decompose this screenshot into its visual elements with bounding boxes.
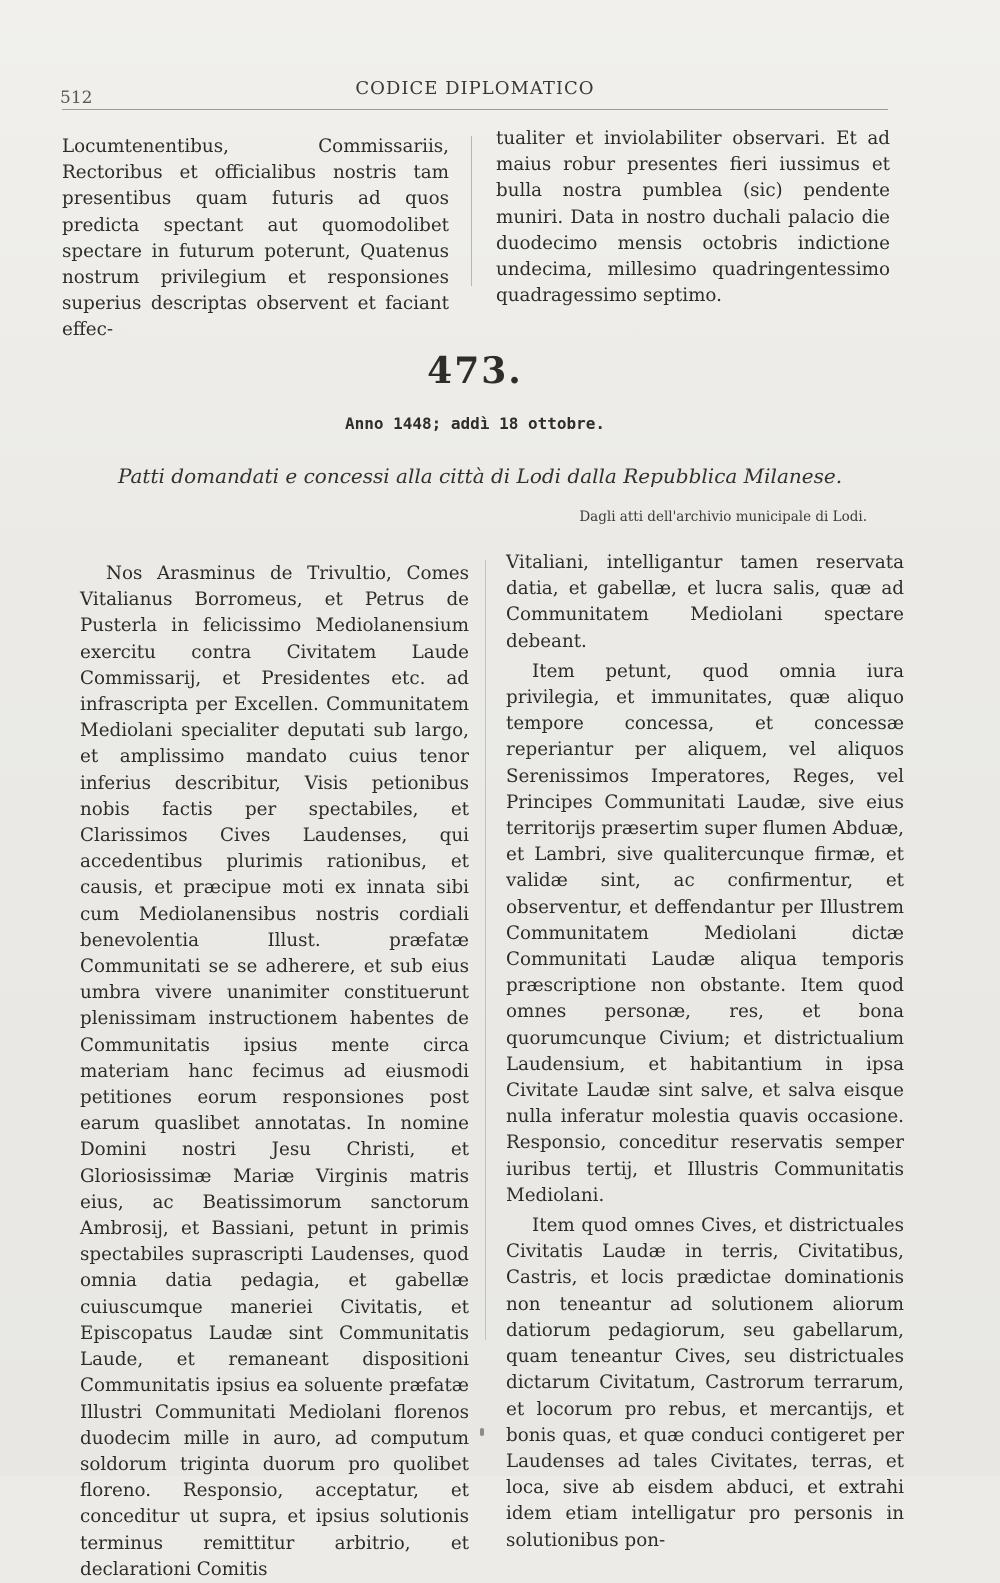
body-paragraph: Vitaliani, intelligantur tamen reservata datia, et gabellæ, et lucra salis, quæ ad Communitatem Mediolani spectare debeant. [506, 552, 904, 652]
footer-dot [480, 1428, 484, 1436]
column-divider-top [471, 136, 472, 286]
body-left-column [80, 561, 469, 1583]
column-divider-bottom [485, 560, 486, 1340]
page-number: 512 [60, 88, 93, 108]
previous-document-left-column [62, 134, 449, 344]
body-right-column [506, 550, 904, 1554]
previous-document-text-right: tualiter et inviolabiliter observari. Et ad maius robur presentes fieri iussimus et bulla nostra pumblea (sic) pendente muniri. Data in nostro duchali palacio die duodecimo mensis octobris indictione undecima, millesimo quadringentessimo quadragessimo septimo. [496, 128, 890, 307]
body-paragraph: Nos Arasminus de Trivultio, Comes Vitalianus Borromeus, et Petrus de Pusterla in felicissimo Mediolanensium exercitu contra Civitatem Laude Commissarij, et Presidentes etc. ad infrascripta per Excellen. Communitatem Mediolani specialiter deputati sub largo, et amplissimo mandato cuius tenor inferius describitur, Visis petionibus nobis factis per spectabiles, et Clarissimos Cives Laudenses, qui accedentibus plurimis rationibus, et causis, et præcipue moti ex innata sibi cum Mediolanensibus nostris cordiali benevolentia Illust. præfatæ Communitati se se adherere, et sub eius umbra vivere unanimiter constituerunt plenissimam instructionem habentes de Communitatis ipsius mente circa materiam hanc fecimus ad eiusmodi petitiones eorum responsiones post earum quaslibet annotatas. In nomine Domini nostri Jesu Christi, et Gloriosissimæ Mariæ Virginis matris eius, ac Beatissimorum sanctorum Ambrosij, et Bassiani, petunt in primis spectabiles suprascripti Laudenses, quod omnia datia pedagia, et gabellæ cuiuscumque maneriei Civitatis, et Episcopatus Laudæ sint Communitatis Laude, et remaneant dispositioni Communitatis ipsius ea soluente præfatæ Illustri Communitati Mediolani florenos duodecim mille in auro, ad computum soldorum triginta duorum pro quolibet floreno. Responsio, acceptatur, et conceditur ut supra, et ipsius solutionis terminus remittitur arbitrio, et declarationi Comitis [80, 563, 469, 1580]
document-date: Anno 1448; addì 18 ottobre. [344, 414, 606, 433]
document-source: Dagli atti dell'archivio municipale di Lodi. [579, 509, 867, 525]
body-paragraph: Item quod omnes Cives, et districtuales Civitatis Laudæ in terris, Civitatibus, Castris, et locis prædictae dominationis non teneantur ad solutionem aliorum datiorum pedagiorum, seu gabellarum, quam teneantur Cives, seu districtuales dictarum Civitatum, Castrorum terrarum, et locorum pro rebus, et mercantijs, et bonis quas, et quæ conduci contigeret per Laudenses ad tales Civitates, terras, et loca, sive ab eisdem abduci, et extrahi idem etiam intelligatur pro personis in solutionibus pon- [506, 1215, 904, 1551]
previous-document-right-column [496, 126, 890, 309]
header-rule [62, 109, 888, 110]
running-title: CODICE DIPLOMATICO [355, 78, 595, 99]
document-number: 473. [427, 350, 523, 392]
previous-document-text-left: Locumtenentibus, Commissariis, Rectoribus et officialibus nostris tam presentibus quam futuris ad quos predicta spectant aut quomodolibet spectare in futurum poterunt, Quatenus nostrum privilegium et responsiones superius descriptas observent et faciant effec- [62, 136, 449, 341]
page-header [60, 78, 890, 108]
document-title: Patti domandati e concessi alla città di Lodi dalla Repubblica Milanese. [117, 464, 843, 488]
body-paragraph: Item petunt, quod omnia iura privilegia, et immunitates, quæ aliquo tempore concessa, et concessæ reperiantur per aliquem, vel aliquos Serenissimos Imperatores, Reges, vel Principes Communitati Laudæ, sive eius territorijs præsertim super flumen Abduæ, et Lambri, sive qualitercunque firmæ, et validæ sint, ac confirmentur, et observentur, et deffendantur per Illustrem Communitatem Mediolani dictæ Communitati Laudæ aliqua temporis præscriptione non obstante. Item quod omnes personæ, res, et bona quorumcunque Civium; et districtualium Laudensium, et habitantium in ipsa Civitate Laudæ sint salve, et salva eisque nulla inferatur molestia quavis occasione. Responsio, conceditur reservatis semper iuribus tertij, et Illustris Communitatis Mediolani. [506, 660, 904, 1206]
